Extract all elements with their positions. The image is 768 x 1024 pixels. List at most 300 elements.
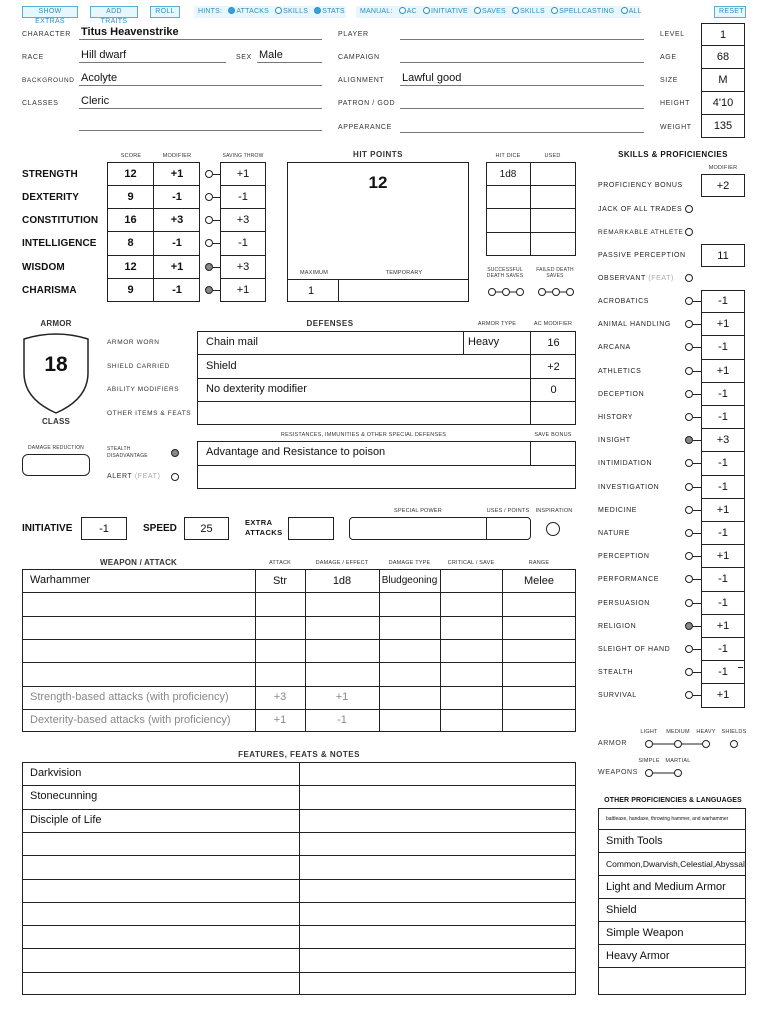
death-save-circle[interactable] [539,289,546,296]
hints-label: HINTS: [198,8,223,15]
other-proficiency-row[interactable]: Common,Dwarvish,Celestial,Abyssal [599,853,746,876]
skill-value[interactable]: +1 [701,684,745,707]
hint-stats-toggle[interactable]: STATS [314,6,345,18]
weapon-range[interactable] [502,616,576,639]
ability-name: WISDOM [22,262,65,273]
damage-reduction-field[interactable] [22,454,90,476]
other-proficiency-row[interactable]: Heavy Armor [599,945,746,968]
weapon-range[interactable] [502,639,576,662]
height-field[interactable]: 4'10 [701,92,745,115]
skill-value[interactable]: +1 [701,360,745,383]
weapon-attack[interactable]: +3 [273,691,287,703]
weapon-attack[interactable] [255,592,305,615]
features-row-line [22,902,576,903]
weapon-type[interactable] [379,639,440,662]
features-row-line [22,972,576,973]
skill-connector [693,371,701,372]
save-connector [213,290,220,291]
defenses-col-line [463,331,464,354]
ac-modifier-header: AC MODIFIER [533,321,573,327]
skill-connector [693,649,701,650]
weapon-damage[interactable]: 1d8 [332,574,352,587]
ability-modifier: +1 [170,168,184,180]
death-save-circle[interactable] [517,289,524,296]
score-header: SCORE [120,153,142,159]
ability-modifier: +3 [170,214,184,226]
critical-header: CRITICAL / SAVE [447,560,495,566]
jack-of-all-trades-toggle[interactable] [685,205,693,213]
character-label: CHARACTER [22,31,71,38]
skill-value[interactable]: +1 [701,313,745,336]
alert-feat-toggle[interactable] [171,473,179,481]
skill-name: INSIGHT [598,437,631,445]
weapon-simple-toggle[interactable] [646,770,653,777]
uses-points-header: USES / POINTS [486,508,530,514]
feature-row[interactable]: Darkvision [30,767,82,779]
temporary-hp-value[interactable] [339,280,468,301]
weapon-proficiency-toggles[interactable] [642,767,686,779]
failed-death-saves[interactable] [536,286,576,298]
weapon-range[interactable] [502,686,576,709]
scroll-hint-mark [738,667,743,668]
player-label: PLAYER [338,31,369,38]
armor-shields-label: SHIELDS [721,729,747,735]
hint-skills-toggle[interactable]: SKILLS [275,6,308,18]
radio-icon [551,7,558,14]
skill-proficiency-toggle[interactable] [685,622,693,630]
feature-row[interactable]: Stonecunning [30,790,98,803]
armor-medium-toggle[interactable] [675,741,682,748]
special-power-divider [486,517,487,540]
save-connector [213,267,220,268]
size-field[interactable]: M [701,69,745,92]
skill-connector [693,394,701,395]
hit-dice-divider [530,162,531,256]
skill-name: HISTORY [598,414,634,421]
radio-icon [621,7,628,14]
save-proficiency-toggle[interactable] [205,193,213,201]
skill-connector [693,301,701,302]
skill-proficiency-toggle[interactable] [685,552,693,560]
observant-label: OBSERVANT (FEAT) [598,275,674,282]
armor-class-value[interactable]: 18 [44,353,68,376]
skill-value[interactable]: -1 [701,336,745,359]
sex-field[interactable]: Male [257,49,322,63]
maximum-hp-value[interactable]: 1 [308,284,315,297]
save-connector [213,243,220,244]
inspiration-header: INSPIRATION [535,508,573,514]
weapon-damage[interactable]: -1 [337,714,347,727]
death-save-circle[interactable] [553,289,560,296]
player-field[interactable] [400,26,644,40]
maximum-hp-label: MAXIMUM [300,270,328,276]
manual-saves-toggle[interactable]: SAVES [474,6,506,18]
resistance-row[interactable]: Advantage and Resistance to poison [206,446,386,458]
features-title: FEATURES, FEATS & NOTES [238,750,360,759]
jack-of-all-trades-label: JACK OF ALL TRADES [598,206,683,213]
age-label: AGE [660,54,677,61]
radio-icon [512,7,519,14]
extra-attacks-field[interactable] [288,517,334,540]
size-label: SIZE [660,77,678,84]
skills-title: SKILLS & PROFICIENCIES [618,150,728,159]
skill-name: PERFORMANCE [598,576,660,584]
ability-modifier: -1 [172,237,182,249]
skills-modifier-header: MODIFIER [708,165,738,171]
save-connector [213,174,220,175]
skill-proficiency-toggle[interactable] [685,459,693,467]
modifier-header: MODIFIER [162,153,192,159]
weapon-range[interactable] [502,662,576,685]
reset-button[interactable]: RESET [714,6,746,18]
skill-proficiency-toggle[interactable] [685,599,693,607]
manual-initiative-toggle[interactable]: INITIATIVE [423,6,468,18]
other-proficiencies-title: OTHER PROFICIENCIES & LANGUAGES [604,797,742,804]
saving-throw-value[interactable]: +3 [236,214,250,226]
saving-throw-value[interactable]: +3 [236,261,250,273]
save-proficiency-toggle[interactable] [205,216,213,224]
weapon-type[interactable]: Bludgeoning [381,575,438,586]
campaign-field[interactable] [400,49,644,63]
defenses-row-line [197,378,576,379]
sex-label: SEX [236,54,252,61]
alignment-field[interactable]: Lawful good [400,72,644,86]
stealth-disadvantage-toggle[interactable] [171,449,179,457]
weapon-range[interactable] [502,592,576,615]
proficiency-bonus-label: PROFICIENCY BONUS [598,182,683,189]
appearance-field[interactable] [400,119,644,133]
features-row-line [22,948,576,949]
weapon-martial-label: MARTIAL [665,758,691,764]
save-proficiency-toggle[interactable] [205,286,213,294]
skill-value[interactable]: -1 [701,452,745,475]
weapon-crit[interactable] [440,709,502,732]
defense-value[interactable]: No dexterity modifier [206,383,307,395]
level-field[interactable]: 1 [701,23,745,46]
skill-proficiency-toggle[interactable] [685,529,693,537]
weapon-attack[interactable]: Str [272,574,288,587]
weight-field[interactable]: 135 [701,115,745,138]
skill-value[interactable]: +3 [701,429,745,452]
skill-value[interactable]: -1 [701,592,745,615]
ability-name: CHARISMA [22,285,77,296]
speed-field[interactable]: 25 [184,517,229,540]
armor-light-toggle[interactable] [646,741,653,748]
features-row-line [22,879,576,880]
skill-proficiency-toggle[interactable] [685,506,693,514]
skill-connector [693,347,701,348]
skill-proficiency-toggle[interactable] [685,575,693,583]
extra-attacks-label: EXTRA ATTACKS [245,518,283,537]
classes-field[interactable]: Cleric [79,95,322,109]
classes-label: CLASSES [22,100,59,107]
skill-value[interactable]: -1 [701,406,745,429]
skill-value[interactable]: -1 [701,661,745,684]
features-row-line [22,809,576,810]
weapon-name[interactable]: Strength-based attacks (with proficiency) [30,690,229,703]
features-row-line [22,925,576,926]
feature-row[interactable]: Disciple of Life [30,813,102,826]
defense-value[interactable]: Shield [206,360,237,372]
ability-score[interactable]: 9 [127,284,134,296]
alert-label: ALERT (FEAT) [107,473,161,480]
ability-score[interactable]: 16 [124,214,137,226]
weight-label: WEIGHT [660,124,692,131]
save-bonus-header: SAVE BONUS [534,432,572,438]
weapon-crit[interactable] [440,662,502,685]
other-proficiency-row[interactable]: Shield [599,899,746,922]
patron-field[interactable] [400,95,644,109]
death-save-circle[interactable] [503,289,510,296]
alignment-label: ALIGNMENT [338,77,385,84]
skill-proficiency-toggle[interactable] [685,691,693,699]
skill-connector [693,556,701,557]
weapon-damage[interactable] [305,662,379,685]
skill-value[interactable]: -1 [701,522,745,545]
features-row-line [22,832,576,833]
temporary-hp-label: TEMPORARY [385,270,423,276]
defenses-title: DEFENSES [306,319,354,328]
roll-button[interactable]: ROLL [150,6,180,18]
skill-proficiency-toggle[interactable] [685,436,693,444]
radio-icon [314,7,321,14]
save-proficiency-toggle[interactable] [205,170,213,178]
skill-connector [693,324,701,325]
add-traits-button[interactable]: ADD TRAITS [90,6,138,18]
inspiration-toggle[interactable] [546,522,560,536]
classes-field-2[interactable] [79,117,322,131]
skill-name: INTIMIDATION [598,460,653,468]
skill-proficiency-toggle[interactable] [685,297,693,305]
skill-value[interactable]: -1 [701,638,745,661]
ability-modifier: -1 [172,191,182,203]
other-proficiency-row[interactable]: Smith Tools [599,830,746,853]
skill-name: ANIMAL HANDLING [598,321,671,329]
remarkable-athlete-label: REMARKABLE ATHLETE [598,229,684,236]
special-power-header: SPECIAL POWER [394,508,442,514]
saving-throw-value[interactable]: +1 [236,284,250,296]
weapon-damage[interactable] [305,592,379,615]
weapon-attack[interactable] [255,639,305,662]
weapon-damage[interactable]: +1 [335,691,349,703]
weapons-prof-label: WEAPONS [598,769,638,776]
hit-points-title: HIT POINTS [353,150,403,159]
manual-spellcasting-toggle[interactable]: SPELLCASTING [551,6,614,18]
radio-icon [228,7,235,14]
passive-perception-field[interactable]: 11 [701,244,745,267]
defense-row-label: SHIELD CARRIED [107,363,170,370]
skill-name: RELIGION [598,622,637,630]
weapon-crit[interactable] [440,569,502,592]
ability-score[interactable]: 9 [127,191,134,203]
save-connector [213,220,220,221]
level-label: LEVEL [660,31,685,38]
skill-proficiency-toggle[interactable] [685,668,693,676]
weapon-range[interactable] [502,709,576,732]
observant-feat-toggle[interactable] [685,274,693,282]
damage-type-header: DAMAGE TYPE [388,560,431,566]
defense-value[interactable]: Chain mail [206,336,258,348]
resistances-col-line [530,441,531,465]
weapon-crit[interactable] [440,639,502,662]
skill-value[interactable]: +1 [701,499,745,522]
hit-dice-row-line [486,185,576,186]
skill-value[interactable]: -1 [701,568,745,591]
hints-panel [194,6,346,18]
skill-name: PERCEPTION [598,553,650,561]
defense-ac-modifier[interactable]: 0 [550,383,557,396]
hit-dice-row-line [486,208,576,209]
skill-proficiency-toggle[interactable] [685,390,693,398]
save-proficiency-toggle[interactable] [205,239,213,247]
weapon-name[interactable]: Dexterity-based attacks (with proficiency) [30,713,231,726]
defenses-row-line [197,401,576,402]
skill-proficiency-toggle[interactable] [685,483,693,491]
background-label: BACKGROUND [22,77,75,84]
armor-shields-toggle[interactable] [731,741,738,748]
successful-death-saves[interactable] [486,286,526,298]
weapon-crit[interactable] [440,686,502,709]
weapon-martial-toggle[interactable] [675,770,682,777]
used-header: USED [544,153,561,159]
saving-throw-header: SAVING THROW [222,153,264,159]
height-label: HEIGHT [660,100,691,107]
radio-icon [474,7,481,14]
skill-proficiency-toggle[interactable] [685,367,693,375]
hint-attacks-toggle[interactable]: ATTACKS [228,6,269,18]
skill-proficiency-toggle[interactable] [685,413,693,421]
skill-connector [693,603,701,604]
other-proficiency-row[interactable]: Simple Weapon [599,922,746,945]
skill-name: DECEPTION [598,390,645,398]
show-extras-button[interactable]: SHOW EXTRAS [22,6,78,18]
features-row-line [22,855,576,856]
other-proficiency-row[interactable] [599,968,746,993]
appearance-label: APPEARANCE [338,124,392,131]
weapon-attack[interactable] [255,616,305,639]
resistances-row-line [197,465,576,466]
armor-proficiency-toggles[interactable] [642,738,744,750]
skill-proficiency-toggle[interactable] [685,343,693,351]
skill-value[interactable]: +1 [701,545,745,568]
skill-value[interactable]: -1 [701,476,745,499]
weapon-crit[interactable] [440,592,502,615]
skill-connector [693,695,701,696]
defense-armor-type[interactable]: Heavy [468,336,500,348]
manual-ac-toggle[interactable]: AC [399,6,417,18]
weapon-type[interactable] [379,662,440,685]
skill-name: ATHLETICS [598,367,642,375]
weapon-damage[interactable] [305,616,379,639]
features-row-line [22,785,576,786]
ability-score[interactable]: 8 [127,237,134,249]
weapon-name[interactable]: Warhammer [30,574,91,586]
save-proficiency-toggle[interactable] [205,263,213,271]
armor-heavy-toggle[interactable] [703,741,710,748]
skill-proficiency-toggle[interactable] [685,645,693,653]
death-save-circle[interactable] [489,289,496,296]
armor-heavy-label: HEAVY [696,729,716,735]
stealth-disadvantage-label: STEALTH DISADVANTAGE [107,446,148,459]
weapon-crit[interactable] [440,616,502,639]
weapon-type[interactable] [379,709,440,732]
ability-score[interactable]: 12 [124,168,137,180]
age-field[interactable]: 68 [701,46,745,69]
save-connector [213,197,220,198]
ability-name: INTELLIGENCE [22,238,97,249]
other-proficiency-row[interactable]: battleaxe, handaxe, throwing hammer, and warhammer [599,808,746,830]
defense-row-label: ARMOR WORN [107,339,160,346]
skill-name: SURVIVAL [598,692,637,700]
defense-ac-modifier[interactable] [531,402,576,425]
current-hp-value[interactable]: 12 [368,173,388,192]
armor-title: ARMOR [40,319,72,328]
skill-name: NATURE [598,530,630,537]
skill-name: ARCANA [598,344,631,352]
character-name-field[interactable]: Titus Heavenstrike [79,26,322,40]
defense-ac-modifier[interactable]: +2 [547,360,560,373]
armor-type-header: ARMOR TYPE [477,321,517,327]
armor-light-label: LIGHT [640,729,658,735]
weapon-type[interactable] [379,686,440,709]
skill-value[interactable]: -1 [701,383,745,406]
saving-throw-value[interactable]: -1 [238,191,248,203]
manual-label: MANUAL: [360,8,393,15]
remarkable-athlete-toggle[interactable] [685,228,693,236]
proficiency-bonus-field[interactable]: +2 [701,174,745,197]
manual-skills-toggle[interactable]: SKILLS [512,6,545,18]
special-power-field[interactable] [349,517,531,540]
skill-name: PERSUASION [598,599,650,607]
defense-row-label: OTHER ITEMS & FEATS [107,410,192,417]
skill-connector [693,672,701,673]
weapon-attack[interactable]: +1 [273,714,287,727]
manual-all-toggle[interactable]: ALL [621,6,642,18]
race-field[interactable]: Hill dwarf [79,49,226,63]
weapon-type[interactable] [379,592,440,615]
skill-connector [693,463,701,464]
armor-prof-label: ARMOR [598,740,628,747]
weapon-type[interactable] [379,616,440,639]
other-proficiency-row[interactable]: Light and Medium Armor [599,876,746,899]
death-save-circle[interactable] [567,289,574,296]
skill-value[interactable]: +1 [701,615,745,638]
skill-connector [693,533,701,534]
hit-dice-row-line [486,232,576,233]
skill-value[interactable]: -1 [701,290,745,313]
weapon-range[interactable]: Melee [524,574,554,587]
hit-dice-value[interactable]: 1d8 [499,168,517,180]
saving-throw-value[interactable]: +1 [236,168,250,180]
ability-name: CONSTITUTION [22,215,99,226]
background-field[interactable]: Acolyte [79,72,322,86]
saving-throw-value[interactable]: -1 [238,237,248,249]
radio-icon [399,7,406,14]
speed-label: SPEED [143,523,177,534]
armor-class-label: CLASS [41,417,71,426]
weapon-damage[interactable] [305,639,379,662]
weapon-header: WEAPON / ATTACK [99,558,178,567]
weapon-attack[interactable] [255,662,305,685]
defense-ac-modifier[interactable]: 16 [547,336,560,349]
initiative-field[interactable]: -1 [81,517,127,540]
skill-connector [693,579,701,580]
skill-proficiency-toggle[interactable] [685,320,693,328]
patron-label: PATRON / GOD [338,100,396,107]
skill-name: MEDICINE [598,506,638,514]
ability-score[interactable]: 12 [124,261,137,273]
ability-name: DEXTERITY [22,192,80,203]
